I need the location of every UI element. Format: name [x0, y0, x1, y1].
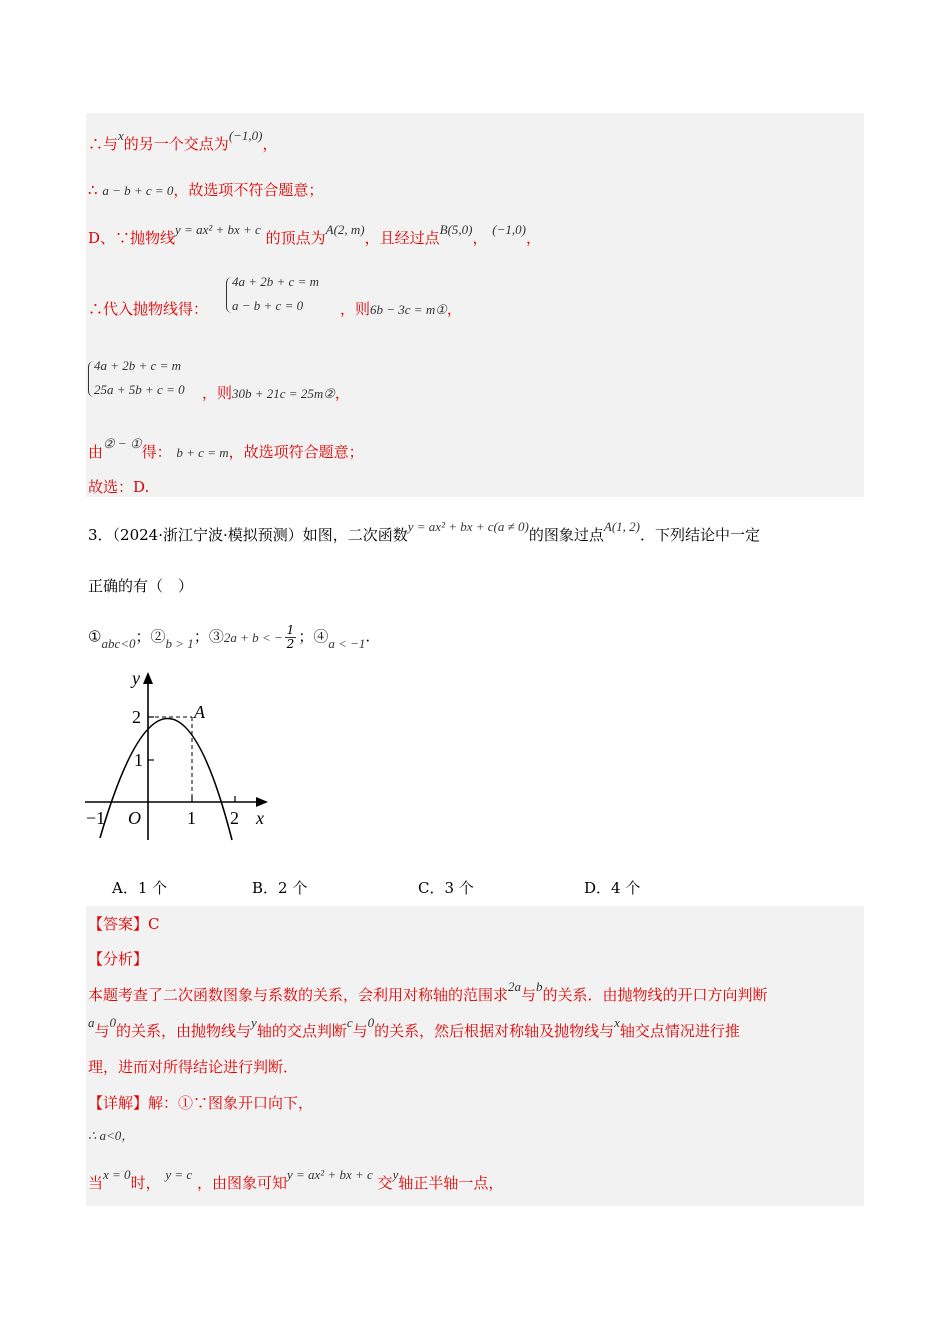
tick-label-x1: 1 — [187, 808, 196, 828]
tick-label-y1: 1 — [134, 750, 143, 770]
option-b[interactable]: B．2 个 — [252, 879, 308, 897]
analysis-line-2: a与0的关系，由抛物线与y轴的交点判断c与0的关系，然后根据对称轴及抛物线与x轴交点情况进行推 — [88, 1015, 740, 1040]
sol-line-5-result: ，则30b + 21c = 25m②， — [202, 384, 350, 402]
tick-label-y2: 2 — [132, 707, 141, 727]
option-a[interactable]: A．1 个 — [112, 879, 168, 897]
x-axis-arrow — [256, 797, 268, 807]
point-a-label: A — [194, 702, 205, 722]
question-3-choices: ①abc<0；②b > 1；③2a + b < − $\frac{1}{2}$ ；④a < −1. — [88, 623, 371, 651]
answer-label: 【答案】C — [88, 915, 160, 933]
y-axis-arrow — [143, 672, 153, 684]
detail-line-2: ∴ a<0， — [88, 1128, 135, 1143]
sol-line-7: 故选：D. — [88, 478, 150, 496]
sol-line-4-result: ，则6b − 3c = m①， — [340, 300, 462, 318]
tick-label-x2: 2 — [230, 808, 239, 828]
y-axis-label: y — [132, 668, 140, 688]
option-c[interactable]: C．3 个 — [418, 879, 474, 897]
detail-line-3: 当x = 0时， y = c ，由图象可知y = ax² + bx + c 交y轴正半轴一点， — [88, 1167, 504, 1192]
analysis-line-1: 本题考查了二次函数图象与系数的关系，会利用对称轴的范围求2a与b的关系．由抛物线的开口方向判断 — [88, 979, 768, 1004]
sol-line-3: D、∵抛物线y = ax² + bx + c 的顶点为A(2, m)，且经过点B(5,0)， (−1,0)， — [88, 222, 541, 247]
option-d[interactable]: D．4 个 — [584, 879, 641, 897]
analysis-label: 【分析】 — [88, 950, 149, 968]
tick-label-xm1: −1 — [86, 808, 106, 828]
analysis-line-3: 理，进而对所得结论进行判断． — [88, 1058, 299, 1076]
sol-line-4: ∴代入抛物线得： — [88, 300, 209, 318]
question-3-line-1: 3．（2024·浙江宁波·模拟预测）如图，二次函数y = ax² + bx + c(a ≠ 0)的图象过点A(1, 2)．下列结论中一定 — [88, 519, 760, 544]
parabola-curve — [100, 718, 232, 840]
question-3-line-2: 正确的有（ ） — [88, 577, 194, 595]
sol-line-2: ∴ a − b + c = 0，故选项不符合题意； — [88, 181, 324, 199]
parabola-graph — [80, 668, 280, 848]
origin-label: O — [128, 808, 141, 828]
sol-line-1: ∴与x的另一个交点为(−1,0)， — [88, 128, 278, 153]
detail-line-1: 【详解】解：①∵图象开口向下， — [88, 1094, 314, 1112]
sol-line-6: 由② − ①得： b + c = m，故选项符合题意； — [88, 436, 364, 461]
x-axis-label: x — [256, 808, 264, 828]
